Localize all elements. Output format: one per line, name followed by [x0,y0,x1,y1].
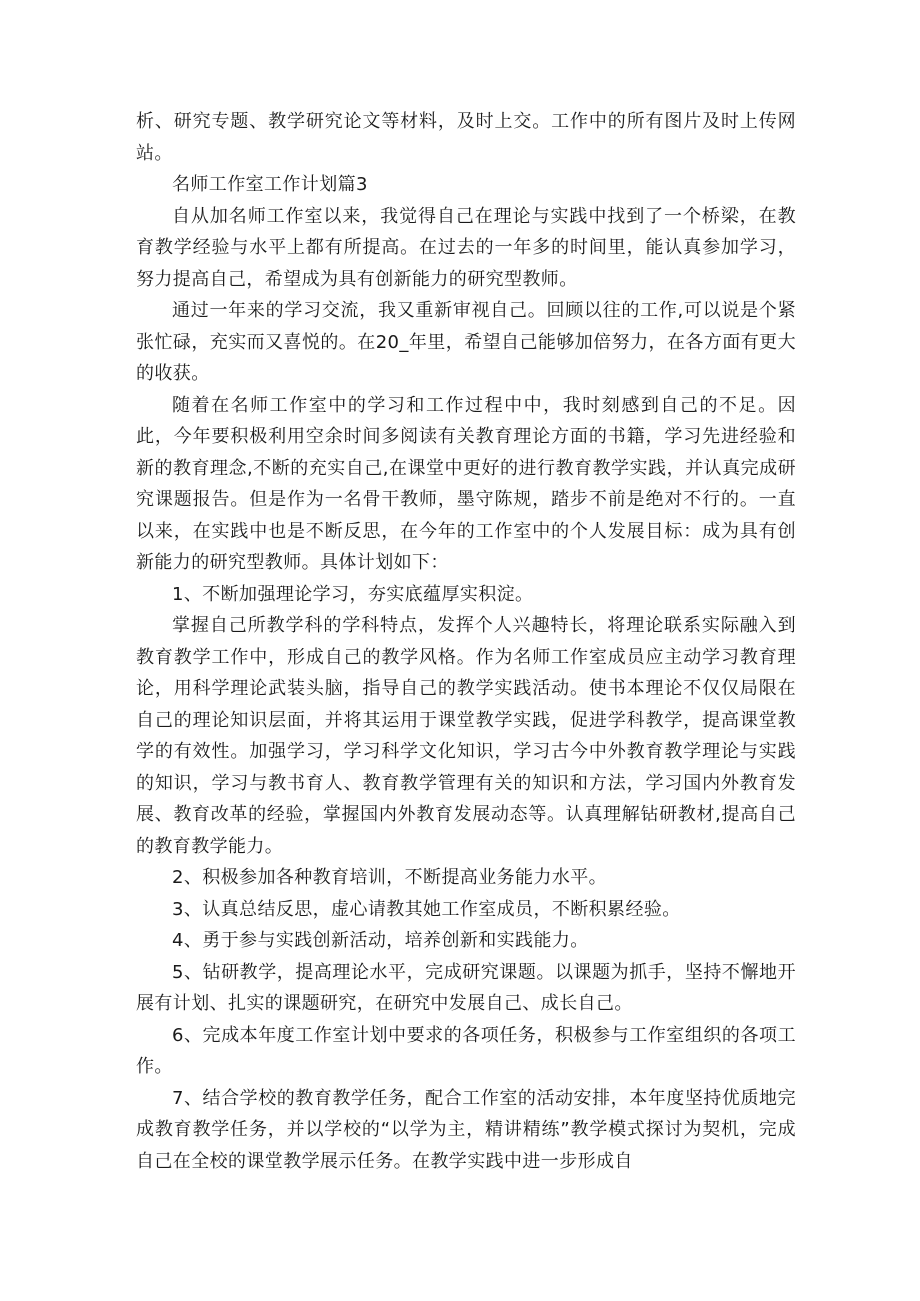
plan-item-4: 4、勇于参与实践创新活动，培养创新和实践能力。 [172,930,589,951]
document-page [136,106,796,1177]
intro-paragraph: 析、研究专题、教学研究论文等材料，及时上交。工作中的所有图片及时上传网站。 [136,111,796,164]
plan-item-6: 6、完成本年度工作室计划中要求的各项任务，积极参与工作室组织的各项工作。 [136,1024,796,1077]
plan-item-2: 2、积极参加各种教育培训，不断提高业务能力水平。 [172,867,608,888]
paragraph-2: 通过一年来的学习交流，我又重新审视自己。回顾以往的工作,可以说是个紧张忙碌，充实而又喜悦的。在20_年里，希望自己能够加倍努力，在各方面有更大的收获。 [136,300,796,384]
plan-item-3: 3、认真总结反思，虚心请教其她工作室成员，不断积累经验。 [172,898,681,920]
paragraph-3: 随着在名师工作室中的学习和工作过程中中，我时刻感到自己的不足。因此，今年要积极利用空余时间多阅读有关教育理论方面的书籍，学习先进经验和新的教育理念,不断的充实自己,在课堂中更好的进行教育教学实践，并认真完成研究课题报告。但是作为一名骨干教师，墨守陈规，踏步不前是绝对不行的。一直以来，在实践中也是不断反思，在今年的工作室中的个人发展目标：成为具有创新能力的研究型教师。具体计划如下： [136,394,796,573]
plan-item-5: 5、钻研教学，提高理论水平，完成研究课题。以课题为抓手，坚持不懈地开展有计划、扎实的课题研究，在研究中发展自己、成长自己。 [136,961,796,1014]
plan-item-1: 1、不断加强理论学习，夯实底蕴厚实积淀。 [172,583,534,605]
plan-item-7: 7、结合学校的教育教学任务，配合工作室的活动安排，本年度坚持优质地完成教育教学任务，并以学校的“以学为主，精讲精练”教学模式探讨为契机，完成自己在全校的课堂教学展示任务。在教学实践中进一步形成自 [136,1087,796,1172]
section-title: 名师工作室工作计划篇3 [172,174,368,195]
plan-item-1-detail: 掌握自己所教学科的学科特点，发挥个人兴趣特长，将理论联系实际融入到教育教学工作中，形成自己的教学风格。作为名师工作室成员应主动学习教育理论，用科学理论武装头脑，指导自己的教学实践活动。使书本理论不仅仅局限在自己的理论知识层面，并将其运用于课堂教学实践，促进学科教学，提高课堂教学的有效性。加强学习，学习科学文化知识，学习古今中外教育教学理论与实践的知识，学习与教书育人、教育教学管理有关的知识和方法，学习国内外教育发展、教育改革的经验，掌握国内外教育发展动态等。认真理解钻研教材,提高自己的教育教学能力。 [136,615,796,857]
paragraph-1: 自从加名师工作室以来，我觉得自己在理论与实践中找到了一个桥梁，在教育教学经验与水平上都有所提高。在过去的一年多的时间里，能认真参加学习，努力提高自己，希望成为具有创新能力的研究型教师。 [136,205,796,290]
